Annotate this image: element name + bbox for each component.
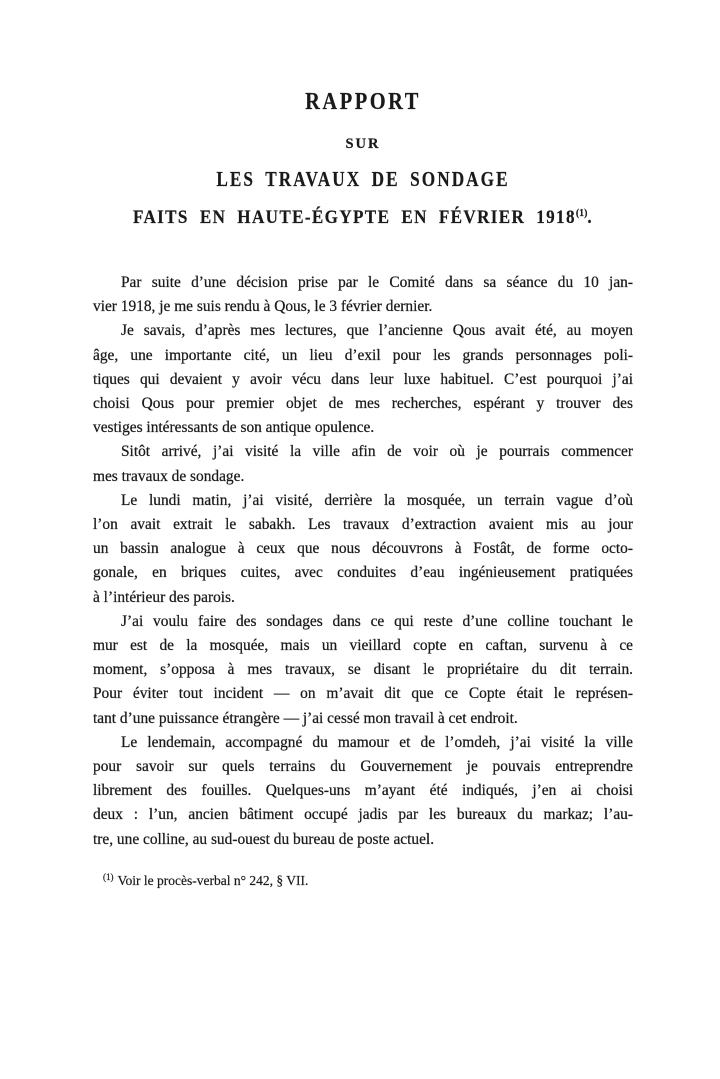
text-line: vier 1918, je me suis rendu à Qous, le 3 février dernier.: [93, 298, 433, 316]
text-column: [93, 0, 633, 1079]
text-line: tant d’une puissance étrangère — j’ai cessé mon travail à cet endroit.: [93, 709, 518, 727]
footnote-marker: (1): [103, 872, 114, 882]
text-line: mes travaux de sondage.: [93, 467, 245, 485]
text-line: choisi Qous pour premier objet de mes recherches, espérant y trouver des: [93, 395, 633, 413]
report-subtitle-detail: [120, 207, 606, 229]
text-line: Sitôt arrivé, j’ai visité la ville afin de voir où je pourrais commencer: [121, 443, 633, 461]
paragraph: [93, 731, 633, 852]
text-line: Pour éviter tout incident — on m’avait dit que ce Copte était le représen-: [93, 685, 633, 703]
report-title: RAPPORT: [305, 89, 421, 115]
report-body: [93, 271, 633, 852]
report-subtitle-detail-text: FAITS EN HAUTE-ÉGYPTE EN FÉVRIER 1918: [132, 207, 576, 228]
text-line: Le lundi matin, j’ai visité, derrière la mosquée, un terrain vague d’où: [121, 491, 633, 509]
text-line: deux : l’un, ancien bâtiment occupé jadis par les bureaux du markaz; l’au-: [93, 806, 633, 824]
text-line: gonale, en briques cuites, avec conduites d’eau ingénieusement pratiquées: [93, 564, 633, 582]
text-line: mur est de la mosquée, mais un vieillard copte en caftan, survenu à ce: [93, 637, 633, 655]
paragraph: [93, 489, 633, 610]
text-line: tre, une colline, au sud-ouest du bureau de poste actuel.: [93, 830, 435, 848]
text-line: librement des fouilles. Quelques-uns m’ayant été indiqués, j’en ai choisi: [93, 782, 633, 800]
report-subtitle-detail-period: .: [587, 207, 594, 228]
text-line: tiques qui devaient y avoir vécu dans leur luxe habituel. C’est pourquoi j’ai: [93, 370, 633, 388]
paragraph: [93, 610, 633, 731]
text-line: un bassin analogue à ceux que nous découvrons à Fostât, de forme octo-: [93, 540, 633, 558]
paragraph: [93, 440, 633, 488]
text-line: Je savais, d’après mes lectures, que l’ancienne Qous avait été, au moyen: [121, 322, 633, 340]
text-line: Le lendemain, accompagné du mamour et de l’omdeh, j’ai visité la ville: [121, 733, 633, 751]
report-subtitle: LES TRAVAUX DE SONDAGE: [216, 167, 510, 191]
paragraph: [93, 271, 633, 319]
text-line: pour savoir sur quels terrains du Gouvernement je pouvais entreprendre: [93, 758, 633, 776]
text-line: Par suite d’une décision prise par le Comité dans sa séance du 10 jan-: [121, 274, 633, 291]
text-line: J’ai voulu faire des sondages dans ce qui reste d’une colline touchant le: [121, 612, 633, 630]
text-line: âge, une importante cité, un lieu d’exil pour les grands personnages poli-: [93, 346, 633, 364]
footnote: [103, 872, 308, 889]
footnote-reference-superscript: (1): [575, 207, 588, 219]
text-line: vestiges intéressants de son antique opulence.: [93, 419, 375, 437]
report-title-sur: SUR: [345, 136, 381, 152]
text-line: à l’intérieur des parois.: [93, 588, 235, 606]
paragraph: [93, 319, 633, 440]
footnote-text: Voir le procès-verbal n° 242, § VII.: [117, 873, 309, 888]
text-line: moment, s’opposa à mes travaux, se disant le propriétaire du dit terrain.: [93, 661, 633, 679]
text-line: l’on avait extrait le sabakh. Les travaux d’extraction avaient mis au jour: [93, 516, 633, 534]
